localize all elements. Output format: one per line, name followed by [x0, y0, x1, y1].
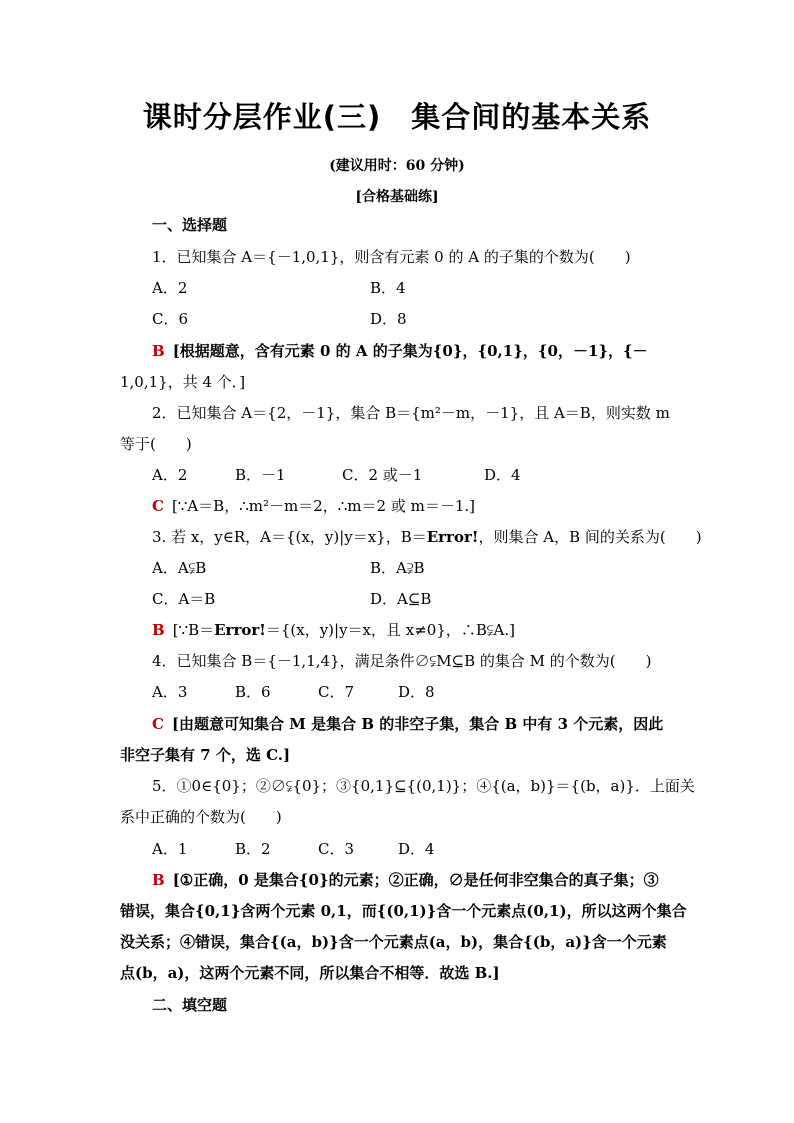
q2-stem-line1: 2．已知集合 A＝{2，－1}，集合 B＝{m²－m，－1}，且 A＝B，则实数 m [152, 404, 670, 422]
section-label: [合格基础练] [355, 189, 439, 205]
q5-answer: B [152, 871, 165, 889]
q1-answer: B [152, 342, 165, 360]
q5-stem-line2: 系中正确的个数为( ) [120, 808, 282, 826]
title-topic: 集合间的基本关系 [411, 100, 652, 134]
q4-option-a: A．3 [152, 683, 188, 701]
q5-option-d: D．4 [398, 840, 435, 858]
title-main: 课时分层作业(三) [142, 100, 382, 134]
q5-explanation [152, 870, 659, 890]
q4-explanation [152, 714, 663, 734]
q3-option-b: B．A⫌B [370, 559, 425, 577]
q4-option-c: C．7 [318, 683, 355, 701]
q4-answer: C [152, 715, 164, 733]
q3-option-d: D．A⊆B [370, 590, 432, 608]
q1-stem: 1．已知集合 A＝{－1,0,1}，则含有元素 0 的 A 的子集的个数为( ) [152, 248, 631, 266]
time-note: (建议用时：60 分钟) [329, 158, 465, 174]
q4-stem: 4．已知集合 B＝{－1,1,4}，满足条件∅⫋M⊆B 的集合 M 的个数为( ) [152, 652, 652, 670]
q1-option-d: D．8 [370, 310, 407, 328]
q2-explain-text: [∵A＝B，∴m²－m＝2，∴m＝2 或 m＝－1.] [171, 497, 475, 515]
q2-stem-line2: 等于( ) [120, 435, 192, 453]
q2-option-a: A．2 [152, 466, 188, 484]
q2-option-d: D．4 [484, 466, 521, 484]
q5-option-b: B．2 [235, 840, 271, 858]
q2-explanation [152, 496, 475, 516]
q5-stem-line1: 5．①0∈{0}；②∅⫋{0}；③{0,1}⊆{(0,1)}；④{(a，b)}＝{(b，a)}．上面关 [152, 777, 695, 795]
q3-explain-error: Error! [214, 621, 266, 639]
part2-heading: 二、填空题 [152, 996, 228, 1014]
q4-option-d: D．8 [398, 683, 435, 701]
q1-explain-line1: [根据题意，含有元素 0 的 A 的子集为{0}，{0,1}，{0，－1}，{－ [172, 342, 648, 360]
q3-explain-part1: [∵B＝ [172, 621, 215, 639]
q3-stem-part1: 3. 若 x，y∈R，A＝{(x，y)|y＝x}，B＝ [152, 528, 427, 546]
q3-answer: B [152, 621, 165, 639]
q5-explain-line4: 点(b，a)，这两个元素不同，所以集合不相等．故选 B.] [120, 964, 500, 982]
q3-option-a: A．A⫋B [152, 559, 207, 577]
q4-explain-line1: [由题意可知集合 M 是集合 B 的非空子集，集合 B 中有 3 个元素，因此 [171, 715, 664, 733]
q3-stem [152, 527, 702, 547]
q3-explanation [152, 620, 515, 640]
q5-option-c: C．3 [318, 840, 355, 858]
q4-option-b: B．6 [235, 683, 271, 701]
q5-option-a: A．1 [152, 840, 188, 858]
q1-explanation [152, 341, 648, 361]
part1-heading: 一、选择题 [152, 216, 228, 234]
q1-option-a: A．2 [152, 279, 188, 297]
page-title [0, 95, 794, 136]
q5-explain-line1: [①正确，0 是集合{0}的元素；②正确，∅是任何非空集合的真子集；③ [172, 871, 659, 889]
q1-explain-line2: 1,0,1}，共 4 个．] [120, 373, 246, 391]
q3-stem-part2: ，则集合 A，B 间的关系为( ) [478, 528, 702, 546]
q5-explain-line2: 错误，集合{0,1}含两个元素 0,1，而{(0,1)}含一个元素点(0,1)，所以这两个集合 [120, 902, 687, 920]
q4-explain-line2: 非空子集有 7 个，选 C.] [120, 746, 291, 764]
q1-option-c: C．6 [152, 310, 189, 328]
q2-answer: C [152, 497, 164, 515]
q3-explain-part2: ＝{(x，y)|y＝x，且 x≠0}，∴B⫋A.] [265, 621, 515, 639]
q3-stem-error: Error! [426, 528, 479, 546]
q2-option-c: C．2 或－1 [342, 466, 423, 484]
q5-explain-line3: 没关系；④错误，集合{(a，b)}含一个元素点(a，b)，集合{(b，a)}含一个元素 [120, 933, 667, 951]
q2-option-b: B．－1 [235, 466, 286, 484]
q3-option-c: C．A＝B [152, 590, 216, 608]
q1-option-b: B．4 [370, 279, 406, 297]
